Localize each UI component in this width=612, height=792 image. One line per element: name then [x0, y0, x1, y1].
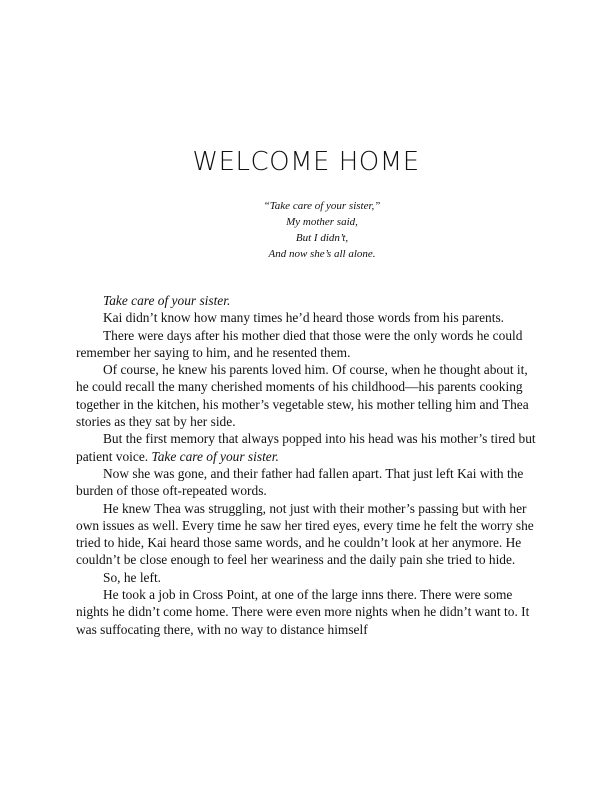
paragraph: [76, 292, 536, 309]
italic-phrase: Take care of your sister.: [151, 448, 279, 464]
epigraph-line: But I didn’t,: [295, 232, 349, 244]
paragraph: There were days after his mother died that those were the only words he could remember her saying to him, and he resented them.: [76, 327, 523, 360]
chapter-body: [76, 292, 536, 638]
paragraph: Of course, he knew his parents loved him. Of course, when he thought about it, he could recall the many cherished moments of his childhood—his parents cooking together in the kitchen, his mother’s vegetable stew, his mother telling him and Thea stories as they sat by her side.: [76, 362, 529, 430]
paragraph: [76, 430, 536, 465]
paragraph: Kai didn’t know how many times he’d heard those words from his parents.: [103, 310, 505, 326]
paragraph: Now she was gone, and their father had fallen apart. That just left Kai with the burden of those oft-repeated words.: [76, 465, 524, 499]
italic-phrase: Take care of your sister.: [103, 293, 231, 308]
paragraph-text: But the first memory that always popped into his head was his mother’s tired but patient voice.: [76, 431, 536, 464]
paragraph: He knew Thea was struggling, not just with their mother’s passing but with her own issues as well. Every time he saw her tired eyes, every time he felt the worry she tried to hide, Kai heard those same words, and he couldn’t look at her anymore. He couldn’t be close enough to feel her weariness and the daily pain she tried to hide.: [76, 500, 534, 568]
epigraph-line: “Take care of your sister,”: [263, 200, 381, 212]
chapter-title: WELCOME HOME: [192, 147, 420, 177]
paragraph: So, he left.: [103, 569, 162, 585]
epigraph-line: And now she’s all alone.: [268, 248, 376, 260]
epigraph-line: My mother said,: [286, 216, 358, 228]
epigraph: [0, 198, 612, 262]
paragraph: He took a job in Cross Point, at one of the large inns there. There were some nights he didn’t come home. There were even more nights when he didn’t want to. It was suffocating there, with no way to distance himself: [76, 587, 530, 637]
